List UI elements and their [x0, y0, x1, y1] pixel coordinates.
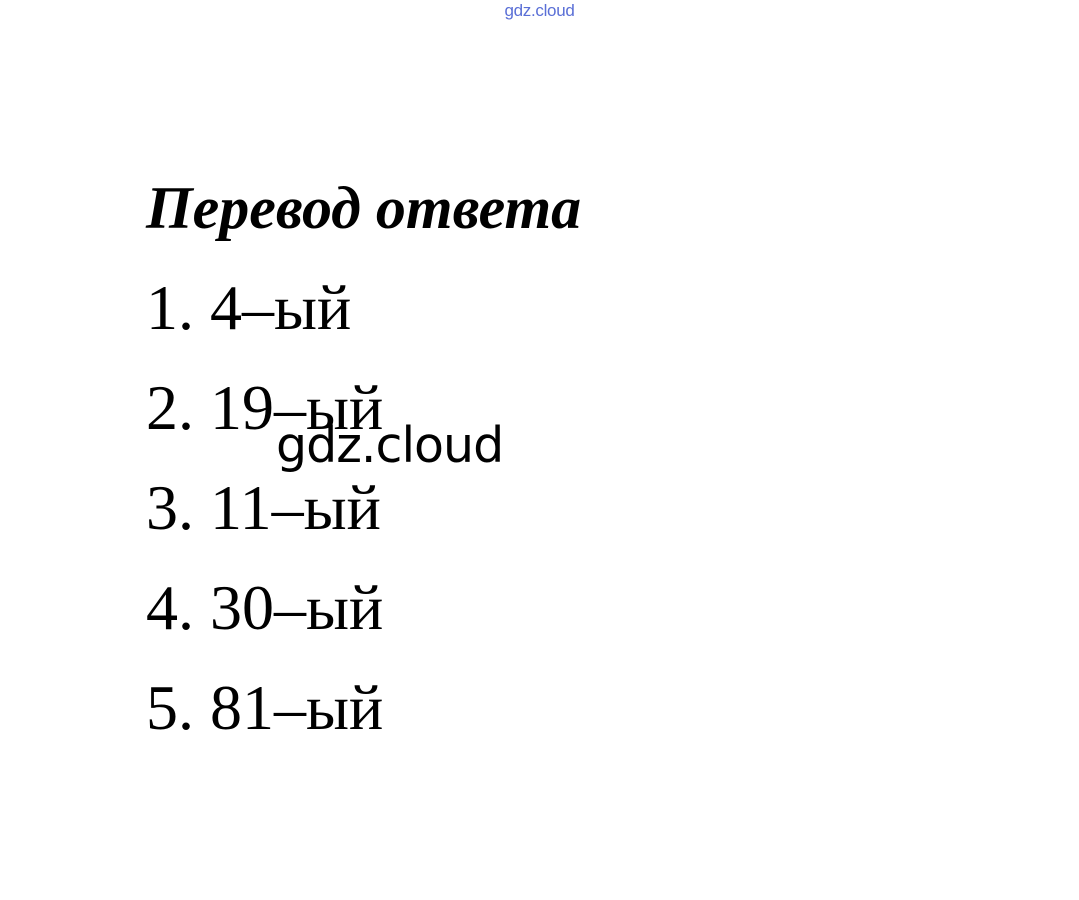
answer-item-3: 3. 11–ый [146, 472, 381, 543]
watermark-center: gdz.cloud [276, 417, 504, 474]
answer-list [146, 258, 383, 758]
answer-item-1: 1. 4–ый [146, 272, 352, 343]
answer-item-4: 4. 30–ый [146, 572, 384, 643]
answer-item-2: 2. 19–ый [146, 372, 384, 443]
watermark-top: gdz.cloud [504, 1, 575, 20]
answer-item-5: 5. 81–ый [146, 672, 384, 743]
page-title: Перевод ответа [146, 175, 582, 241]
